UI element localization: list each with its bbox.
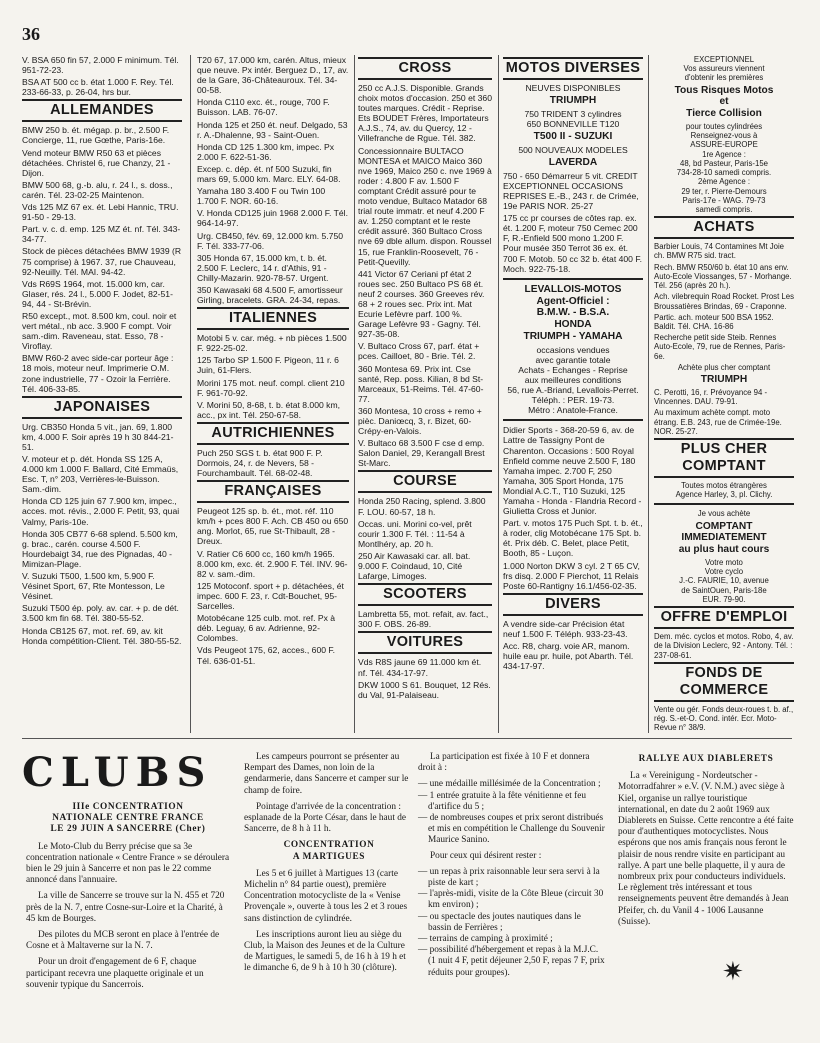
classified-ad: BMW 250 b. ét. mégap. p. br., 2.500 F. Concierge, 11, rue Gœthe, Paris-16e. — [22, 125, 170, 146]
classified-ad: BMW R60-2 avec side-car porteur âge : 18 mois, moteur neuf. Imprimerie O.M. zone industrielle, 77 - Ozoir la Ferrière. Tél. 406-33-85. — [22, 353, 174, 394]
article-paragraph: La ville de Sancerre se trouve sur la N. 455 et 720 près de la N. 7, entre Cosne-sur-Loire et la Charité, à 45 km de Bourges. — [26, 891, 225, 924]
article-paragraph: Les campeurs pourront se présenter au Rempart des Dames, non loin de la gendarmerie, dans Sancerre et camper sur le champ de foire. — [244, 752, 409, 796]
ad-headline: TRIUMPH — [700, 374, 748, 386]
section-heading: JAPONAISES — [22, 396, 182, 419]
classified-ad: Honda CD 125 juin 67 7.900 km, impec., acces. mot. révis., 2.000 F. Petit, 93, quai Valmy, Paris-10e. — [22, 496, 180, 527]
article-paragraph: Des pilotes du MCB seront en place à l'entrée de Cosne et à Maltaverne sur la N. 7. — [26, 930, 220, 952]
classified-ad: Partic. ach. moteur 500 BSA 1952. Baldit. Tél. CHA. 16-86 — [654, 312, 774, 331]
clubs-article-martigues-continued — [418, 752, 606, 979]
classified-ad: 350 Kawasaki 68 4.500 F, amortisseur Girling, bracelets. GRA. 24-34, repas. — [197, 284, 343, 306]
classified-ad: Vds R8S jaune 69 11.000 km ét. nf. Tél. 434-17-97. — [358, 657, 482, 678]
section-heading: PLUS CHER COMPTANT — [654, 438, 794, 478]
ad-text-centered: NEUVES DISPONIBLES — [525, 83, 621, 93]
list-item: — 1 entrée gratuite à la fête vénitienne et feu d'artifice du 5 ; — [418, 790, 587, 812]
article-heading: CONCENTRATION A MARTIGUES — [283, 840, 375, 862]
classified-ad: V. Ratier C6 600 cc, 160 km/h 1965. 8.000 km, exc. ét. 2.900 F. Tél. INV. 96-82 v. sam.-dim. — [197, 548, 348, 579]
ad-divider — [503, 278, 643, 280]
column-cross-course-scooters — [358, 55, 492, 702]
classified-ad: Lambretta 55, mot. refait, av. fact., 300 F. OBS. 26-89. — [358, 609, 489, 630]
column-italiennes-francaises — [197, 55, 349, 668]
classified-ad: Vds 125 MZ 67 ex. ét. Lebi Hannic, TRU. 91-50 - 29-13. — [22, 202, 179, 223]
classified-ad: Barbier Louis, 74 Contamines Mt Joie ch. BMW R75 sid. tract. — [654, 242, 785, 261]
classified-ad: Honda C110 exc. ét., rouge, 700 F. Buisson. LAB. 76-07. — [197, 97, 330, 118]
section-heading: VOITURES — [358, 631, 492, 654]
list-item: — un repas à prix raisonnable leur sera servi à la piste de kart ; — [418, 866, 600, 889]
ad-headline: Tous Risques Motos et Tierce Collision — [674, 84, 774, 120]
classified-ad: Au maximum achète compt. moto étrang. E.B. 243, rue de Crimée-19e. NOR. 25-27. — [654, 408, 782, 436]
column-achats-emploi — [654, 55, 794, 734]
options-list — [418, 867, 606, 979]
list-item: — ou spectacle des joutes nautiques dans le bassin de Ferrières ; — [418, 911, 581, 933]
classified-ad: Honda CD 125 1.300 km, impec. Px 2.000 F. 622-51-36. — [197, 141, 335, 162]
ad-text-centered: 750 TRIDENT 3 cylindres 650 BONNEVILLE T120 — [524, 108, 622, 129]
section-heading: ACHATS — [654, 216, 794, 239]
classified-ad: BMW 500 68, g.-b. alu, r. 24 l., s. doss., carén. Tél. 23-02-25 Maintenon. — [22, 179, 173, 200]
classified-ad: V. BSA 650 fin 57, 2.000 F minimum. Tél. 951-72-23. — [22, 55, 179, 76]
classified-ad: R50 except., mot. 8.500 km, coul. noir et vert métal., nb acc. 3.900 F compt. Voir sam.-dim. Raveneau, stat. Esso, 78 - Viroflay. — [22, 310, 177, 352]
section-heading: FONDS DE COMMERCE — [654, 662, 794, 702]
classified-ad: BSA AT 500 cc b. état 1.000 F. Rey. Tél. 233-66-33, p. 26-04, hrs bur. — [22, 77, 174, 98]
section-heading: OFFRE D'EMPLOI — [654, 606, 794, 629]
classified-ad: 305 Honda 67, 15.000 km, t. b. ét. 2.500 F. Leclerc, 14 r. d'Athis, 91 - Chilly-Mazarin. 920-78-57. Urgent. — [197, 252, 329, 283]
classified-ad: Excep. c. dép. ét. nf 500 Suzuki, fin mars 69, 5.000 km. Marc. ELY. 64-08. — [197, 163, 341, 185]
classified-ad: Urg. CB450, fév. 69, 12.000 km. 5.750 F. Tél. 333-77-06. — [197, 230, 344, 251]
classified-ad: 125 Tarbo SP 1.500 F. Pigeon, 11 r. 6 Juin, 61-Flers. — [197, 355, 339, 376]
classified-ad: V. moteur et p. dét. Honda SS 125 A, 4.000 km 1.000 F. Ballard, Cité Emmaüs, Esc. T, n° 203, Verrières-le-Buisson. Sam.-dim. — [22, 454, 179, 495]
classified-ad: Honda 250 Racing, splend. 3.800 F. LOU. 60-57, 18 h. — [358, 496, 486, 517]
classified-ad: Vente ou gér. Fonds deux-roues t. b. af., rég. S.-et-O. Cond. intér. Ecr. Moto-Revue n° 38/9. — [654, 704, 794, 733]
list-item: — une médaille millésimée de la Concentration ; — [418, 779, 601, 790]
ad-text-centered: 500 NOUVEAUX MODELES — [518, 144, 628, 155]
classified-ad: Yamaha 180 3.400 F ou Twin 100 1.700 F. NOR. 60-16. — [197, 186, 326, 207]
section-heading: ALLEMANDES — [22, 99, 182, 122]
classified-ad: Part. v. c. d. emp. 125 MZ ét. nf. Tél. 343-34-77. — [22, 224, 181, 245]
article-paragraph: Pour ceux qui désirent rester : — [430, 850, 542, 861]
classified-ad: V. Honda CD125 juin 1968 2.000 F. Tél. 964-14-97. — [197, 208, 348, 229]
classified-ad: Part. v. motos 175 Puch Spt. t. b. ét., à roder, clig Motobécane 175 Spt. b. ét. Prix déb. C. Belet, place Petit, Booth, 85 - Luçon. — [503, 518, 643, 559]
column-divider — [354, 55, 355, 733]
list-item: — possibilité d'hébergement et repas à la M.J.C. (1 nuit 4 F, petit déjeuner 2,50 F, repas 7 F, prix réduits pour groupes). — [418, 945, 605, 978]
ad-text-centered: Votre moto Votre cyclo J.-C. FAURIE, 10, avenue de SaintOuen, Paris-18e EUR. 79-90. — [679, 558, 769, 604]
article-paragraph: Les 5 et 6 juillet à Martigues 13 (carte Michelin n° 84 partie ouest), première Concentration motocycliste de la « Venise Provençale », ouverte à tous les 2 et 3 roues sans distinction de cylindrée. — [244, 868, 408, 924]
column-divider — [648, 55, 649, 733]
section-heading: ITALIENNES — [197, 307, 349, 330]
article-paragraph: Le Moto-Club du Berry précise que sa 3e concentration nationale « Centre France » se déroulera bien le 29 juin à Sancerre et non pas le 22 comme annoncé dans l'annuaire. — [26, 841, 230, 886]
classified-ad: Puch 250 SGS t. b. état 900 F. P. Dormois, 24, r. de Nevers, 58 - Fourchambault. Tél. 68-02-48. — [197, 447, 323, 479]
ad-text-centered: pour toutes cylindrées Renseignez-vous à ASSURE-EUROPE 1re Agence : 48, bd Pasteur, Paris-15e 734-28-10 samedi compris. 2ème Agence : 29 ter, r. Pierre-Demours Paris-17e - WAG. 79-73 samedi compris. — [676, 122, 772, 215]
classified-ad: V. Bultaco 68 3.500 F cse d emp. Salon Daniel, 29, Kerangall Brest St-Marc. — [358, 438, 485, 469]
section-heading: CROSS — [358, 57, 492, 80]
column-allemandes-japonaises — [22, 55, 182, 648]
classified-ad: Rech. BMW R50/60 b. état 10 ans env. Auto-Ecole Viossanges, 57 - Morhange. Tél. 256 (après 20 h.). — [654, 262, 792, 291]
classified-ad: 750 - 650 Démarreur 5 vit. CREDIT EXCEPTIONNEL OCCASIONS REPRISES E.-B., 243 r. de Crimée, 19e PARIS NOR. 25-27 — [503, 170, 639, 212]
classified-ad: 360 Montesa, 10 cross + remo + pièc. Daniœcq, 3, r. Bizet, 60-Crépy-en-Valois. — [358, 405, 482, 437]
column-motos-diverses — [503, 55, 643, 673]
section-heading: AUTRICHIENNES — [197, 422, 349, 445]
classified-ad: T20 67, 17.000 km, carén. Altus, mieux que neuve. Px intér. Berguez D., 17, av. de la Gare, 36-Châteauroux. Tél. 34-00-58. — [197, 55, 349, 96]
classified-ad: Vds Peugeot 175, 62, acces., 600 F. Tél. 636-01-51. — [197, 645, 336, 666]
section-heading: DIVERS — [503, 593, 643, 616]
classified-ad: V. Morini 50, 8-68, t. b. état 8.000 km, acc., px int. Tél. 250-67-58. — [197, 399, 340, 420]
ad-divider — [654, 503, 794, 505]
classified-ad: Honda 305 CB77 6-68 splend. 5.500 km, g. brac., carén. course 4.500 F. Hourdebaigt 34, rue des Pignadas, 40 - Mimizan-Plage. — [22, 528, 178, 569]
classified-ad: Didier Sports - 368-20-59 6, av. de Lattre de Tassigny Pont de Charenton. Occasions : 500 Royal Enfield comme neuve 2.500 F, 180 Yamaha impec. 2.700 F, 250 Yamaha, 305 Sport Honda, 175 Mondial A.C.T., T10 Suzuki, 125 Yamaha - Honda - Flandria Record - Giulietta Cross et Junior. — [503, 425, 642, 517]
clubs-article-martigues — [244, 752, 414, 980]
article-heading: IIIe CONCENTRATION NATIONALE CENTRE FRANCE LE 29 JUIN A SANCERRE (Cher) — [50, 802, 206, 835]
section-heading: MOTOS DIVERSES — [503, 57, 643, 80]
ad-headline: TRIUMPH — [549, 95, 597, 107]
classified-ad: 250 Air Kawasaki car. all. bat. 9.000 F. Coindaud, 10, Cité Lafarge, Limoges. — [358, 550, 471, 582]
classified-ad: 441 Victor 67 Ceriani pf état 2 roues sec. 250 Bultaco PS 68 ét. neuf 2 courses. 360 Greeves rév. 68 + 2 roues sec. Prix int. Mat Ecurie Lefèvre parf. 100 %. Garage Lefèvre 93 - Gagny. Tél. 927-35-08. — [358, 268, 485, 340]
clubs-title: CLUBS — [22, 749, 213, 796]
clubs-article-sancerre — [26, 800, 230, 996]
classified-ad: Vds R69S 1964, mot. 15.000 km, car. Glaser, rés. 24 l., 5.000 F. Jodet, 82-51-94, 44 - St-Brévin. — [22, 278, 173, 309]
classified-ad: Stock de pièces détachées BMW 1939 (R 75 comprise) à 1967. 37, rue Chauveau, 92-Neuilly. Tél. MAI. 94-42. — [22, 246, 182, 277]
classified-ad: Dem. méc. cyclos et motos. Robo, 4, av. de la Division Leclerc, 92 - Antony. Tél. : 237-08-61. — [654, 632, 794, 660]
article-paragraph: Pour un droit d'engagement de 6 F, chaque participant recevra une plaquette originale et un souvenir typique du Sancerrois. — [26, 957, 204, 990]
ad-divider — [503, 419, 643, 421]
classified-ad: C. Perotti, 16, r. Prévoyance 94 - Vincennes. DAU. 79-91. — [654, 387, 768, 407]
column-divider — [190, 55, 191, 733]
classified-ad: V. Suzuki T500, 1.500 km, 5.900 F. Vésinet Sport, 67, Rte Montesson, Le Vésinet. — [22, 571, 165, 602]
section-heading: SCOOTERS — [358, 583, 492, 606]
classified-ad: Urg. CB350 Honda 5 vit., jan. 69, 1.800 km, 4.000 F. Soir après 19 h 30 844-21-51. — [22, 421, 174, 452]
article-paragraph: La participation est fixée à 10 F et donnera droit à : — [418, 752, 590, 774]
section-divider — [22, 738, 792, 739]
classified-ad: Acc. R8, charg. voie AR, manom. huile eau pr. huile, pot Abarth. Tél. 434-17-97. — [503, 641, 634, 672]
list-item: — terrains de camping à proximité ; — [418, 934, 553, 945]
ad-text-centered: occasions vendues avec garantie totale Achats - Echanges - Reprise aux meilleures conditions 56, rue A.-Briand, Levallois-Perret. Téléph. : PER. 19-73. Métro : Anatole-France. — [507, 344, 639, 416]
list-item: — l'après-midi, visite de la Côte Bleue (circuit 30 km environ) ; — [418, 889, 604, 911]
classified-ad: 125 Motoconf. sport + p. détachées, ét impec. 600 F. 23, r. Cdt-Bouchet, 95-Sarcelles. — [197, 580, 344, 612]
clubs-article-diablerets — [618, 752, 794, 933]
classified-ad: 250 cc A.J.S. Disponible. Grands choix motos d'occasion. 250 et 360 toutes marques. Crédit - Reprise. Ets BOUDET Frères, Importateurs A.J.S., 74, av. du Quercy, 12 - Villefranche de Rgue. Tél. 382. — [358, 83, 492, 144]
section-heading: FRANÇAISES — [197, 480, 349, 503]
classified-ad: Ach. vilebrequin Road Rocket. Prost Les Broussatières Brindas, 69 - Craponne. — [654, 292, 794, 311]
classified-ad: Recherche petit side Steib. Rennes Auto-Ecole, 79, rue de Rennes, Paris-6e. — [654, 333, 786, 361]
classified-ad: Honda 125 et 250 ét. neuf. Delgado, 53 r. A.-Dhalenne, 93 - Saint-Ouen. — [197, 119, 348, 140]
classified-ad: 175 cc pr courses de côtes rap. ex. ét. 1.200 F, moteur 750 Cemec 200 F, R.-Enfield 500 mono 1.200 F. Pour musée 350 Terrot 36 ex. ét. 700 F. Motob. 50 cc 32 b. état 400 F. Moch. 922-75-18. — [503, 213, 643, 274]
classified-ad: 360 Montesa 69. Prix int. Cse santé, Rep. poss. Kilian, 8 bd St-Marceaux, 51-Reims. Tél. 47-60-77. — [358, 363, 484, 404]
ad-headline: LAVERDA — [548, 156, 598, 168]
classified-ad: Motobécane 125 culb. mot. ref. Px à déb. Leguay, 6 av. Adrienne, 92-Colombes. — [197, 613, 336, 644]
ad-headline: LEVALLOIS-MOTOS Agent-Officiel : B.M.W. - B.S.A. HONDA TRIUMPH - YAMAHA — [523, 283, 623, 342]
ad-text-centered: EXCEPTIONNEL Vos assureurs viennent d'obtenir les premières — [683, 55, 765, 83]
article-heading: RALLYE AUX DIABLERETS — [638, 754, 774, 764]
star-ornament-icon: ✷ — [722, 956, 744, 986]
list-item: — de nombreuses coupes et prix seront distribués et mis en compétition le Challenge du Souvenir Maurice Sanino. — [418, 813, 605, 846]
ad-text-centered: Toutes motos étrangères Agence Harley, 3, pl. Clichy. — [675, 480, 773, 500]
classified-ad: 1.000 Norton DKW 3 cyl. 2 T 65 CV, frs disq. 2.000 F Pierchot, 11 Relais Poste 60-Rantigny 16.1/456-02-35. — [503, 560, 640, 591]
classified-ad: Honda CB125 67, mot. ref. 69, av. kit Honda compétition-Client. Tél. 380-55-52. — [22, 625, 182, 646]
ad-text-centered: Je vous achète — [697, 509, 751, 519]
classified-ad: Concessionnaire BULTACO MONTESA et MAICO Maico 360 nve 1969, Maico 250 c. nve 1969 à roder : 4.800 F av. 1.500 F comptant Crédit assuré pour te moto vendue, Bultaco Matador 68 trial route immatr. et neuf 4.200 F av. 1.250 comptant et le reste crédit assuré. 360 Bultaco Cross nve 69 dble allum. dispon. Roussel 15, rue Franklin-Roosevelt, 76 - Petit-Quevilly. — [358, 145, 492, 267]
classified-ad: Occas. uni. Morini co-vel, prêt courir 1.300 F. Tél. : 11-54 à Montlhéry, ap. 20 h. — [358, 518, 472, 549]
ad-text-centered: Achète plus cher comptant — [677, 362, 771, 372]
classified-ad: DKW 1000 S 61. Bouquet, 12 Rés. du Val, 91-Palaiseau. — [358, 679, 491, 700]
article-paragraph: La « Vereinigung - Nordeutscher - Motorradfahrer » e.V. (V. N.M.) avec siège à Kiel, organise un rallye touristique international, en date du 2 août 1969 aux Diablerets en Suisse. Cette rencontre a été faite pour d'authentiques motocyclistes. Nous espérons que nos amis français nous feront le plaisir de nous rendre visite en participant au rallye. A part une belle plaquette, il y aura de nombreux prix pour conducteurs individuels. Le règlement très intéressant et tous renseignements peuvent être demandés à Jean Pfeifer, ch. du Vanil 4 - 1006 Lausanne (Suisse). — [618, 771, 794, 927]
section-heading: COURSE — [358, 470, 492, 493]
classified-ad: Motobi 5 v. car. még. + nb pièces 1.500 F. 922-25-02. — [197, 333, 347, 354]
classified-ad: V. Bultaco Cross 67, parf. état + pces. Cailloet, 80 - Brie. Tél. 2. — [358, 341, 480, 362]
column-divider — [498, 55, 499, 733]
page-number: 36 — [22, 24, 40, 44]
classified-ad: Vend moteur BMW R50 63 et pièces détachées. Christel 6, rue Chanzy, 21 - Dijon. — [22, 147, 171, 178]
classified-ad: Morini 175 mot. neuf. compl. client 210 F. 961-70-92. — [197, 377, 345, 398]
article-paragraph: Pointage d'arrivée de la concentration : esplanade de la Porte César, dans le haut de Sancerre, de 8 h à 11 h. — [244, 801, 407, 835]
article-paragraph: Les inscriptions auront lieu au siège du Club, la Maison des Jeunes et de la Culture de Martigues, le samedi 5, de 16 h à 19 h et le dimanche 6, de 9 h à 10 h 30 (clôture). — [244, 929, 406, 974]
benefits-list — [418, 779, 606, 846]
classified-ad: Peugeot 125 sp. b. ét., mot. réf. 110 km/h + pces 800 F. Ach. CB 450 ou 650 ang. Morlot, 65, rue St-Thibault, 28 - Dreux. — [197, 506, 349, 547]
ad-headline: COMPTANT IMMEDIATEMENT au plus haut cours — [678, 520, 770, 556]
ad-headline: T500 II - SUZUKI — [533, 131, 613, 143]
classified-ad: Suzuki T500 ép. poly. av. car. + p. de dét. 3.500 km fin 68. Tél. 380-55-52. — [22, 603, 179, 624]
classified-ad: A vendre side-car Précision état neuf 1.500 F. Téléph. 933-23-43. — [503, 618, 628, 639]
